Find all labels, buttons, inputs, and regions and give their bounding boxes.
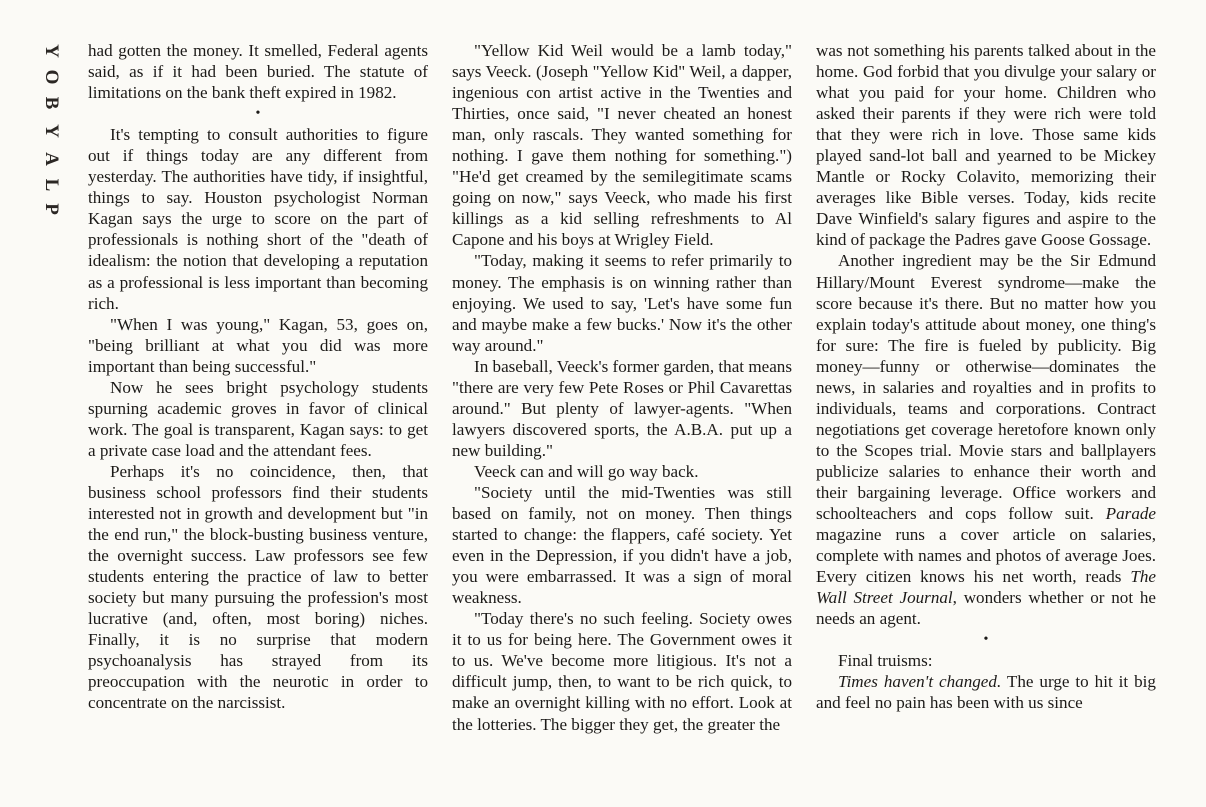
text-column-3 <box>816 40 1156 714</box>
paragraph: Now he sees bright psychology students spurning academic groves in favor of clinical work. The goal is transparent, Kagan says: to get a private case load and the attendant fees. <box>88 377 428 460</box>
section-bullet: • <box>983 632 989 648</box>
paragraph: "When I was young," Kagan, 53, goes on, "being brilliant at what you did was more important than being successful." <box>88 314 428 376</box>
paragraph <box>816 671 1156 713</box>
publication-title: Parade <box>1105 504 1156 524</box>
logo-letter: P <box>41 203 62 215</box>
paragraph: had gotten the money. It smelled, Federal agents said, as if it had been buried. The statute of limitations on the bank theft expired in 1982. <box>88 41 428 103</box>
text-column-2 <box>452 40 792 735</box>
paragraph: It's tempting to consult authorities to figure out if things today are any different from yesterday. The authorities have tidy, if insightful, things to say. Houston psychologist Norman Kagan says the urge to score on the part of professionals is nothing short of the "death of idealism: the notion that developing a reputation as a professional is less important than becoming rich. <box>88 125 428 313</box>
paragraph: Veeck can and will go way back. <box>474 461 699 481</box>
paragraph: was not something his parents talked about in the home. God forbid that you divulge your salary or what you paid for your home. Children who asked their parents if they were rich were told that they were rich in love. Those same kids played sand-lot ball and yearned to be Mickey Mantle or Rocky Colavito, memorizing their averages like Bible verses. Today, kids recite Dave Winfield's salary figures and aspire to the kind of package the Padres gave Goose Gossage. <box>816 41 1156 250</box>
logo-letter: L <box>41 178 62 192</box>
paragraph: Final truisms: <box>838 651 933 671</box>
logo-letter: Y <box>41 44 62 58</box>
italic-heading: Times haven't changed. <box>838 672 1002 692</box>
logo-letter: A <box>41 152 62 166</box>
paragraph-text: Another ingredient may be the Sir Edmund Hillary/Mount Everest syndrome—make the score because it's there. But no matter how you explain today's attitude about money, one thing's for sure: The fire is fueled by publicity. Big money—funny or otherwise—dominates the news, in salaries and royalties and in profits to individuals, teams and corporations. Contract negotiations get coverage heretofore known only to the Scopes trial. Movie stars and ballplayers publicize salaries to enhance their worth and their bargaining leverage. Office workers and schoolteachers and cops follow suit. <box>816 251 1156 524</box>
text-column-1 <box>88 40 428 714</box>
paragraph <box>816 250 1156 629</box>
paragraph: Perhaps it's no coincidence, then, that business school professors find their students interested not in growth and development but "in the end run," the block-busting business venture, the overnight success. Law professors see few students entering the practice of law to better society but many pursuing the profession's most lucrative (and, often, most boring) niches. Finally, it is no surprise that modern psychoanalysis has strayed from its preoccupation with the neurotic in order to concentrate on the narcissist. <box>88 461 428 713</box>
logo-letter: O <box>41 69 62 85</box>
paragraph: "Today there's no such feeling. Society owes it to us for being here. The Government owes it to us. We've become more litigious. It's not a difficult jump, then, to want to be rich quick, to make an overnight killing with no effort. Look at the lotteries. The bigger they get, the greater the <box>452 609 792 734</box>
paragraph-text: magazine runs a cover article on salaries, complete with names and photos of average Joes. Every citizen knows his net worth, reads <box>816 525 1156 587</box>
magazine-logo <box>36 40 72 280</box>
logo-letter: B <box>41 96 62 110</box>
paragraph: "Today, making it seems to refer primarily to money. The emphasis is on winning rather than enjoying. We used to say, 'Let's have some fun and maybe make a few bucks.' Now it's the other way around." <box>452 251 792 355</box>
paragraph: "Society until the mid-Twenties was still based on family, not on money. Then things started to change: the flappers, café society. Yet even in the Depression, if you didn't have a job, you were embarrassed. It was a sign of moral weakness. <box>452 482 792 608</box>
paragraph-text: The urge to hit it big and feel no pain has been with us since <box>816 672 1156 713</box>
section-bullet: • <box>255 106 261 122</box>
logo-letter: Y <box>41 124 62 138</box>
paragraph: In baseball, Veeck's former garden, that means "there are very few Pete Roses or Phil Cavarettas around." But plenty of lawyer-agents. "When lawyers discovered sports, the A.B.A. put up a new building." <box>452 356 792 460</box>
paragraph-text: , wonders whether or not he needs an agent. <box>816 588 1156 629</box>
publication-title: The Wall Street Journal <box>816 567 1156 608</box>
paragraph: "Yellow Kid Weil would be a lamb today," says Veeck. (Joseph "Yellow Kid" Weil, a dapper, ingenious con artist active in the Twenties and Thirties, once said, "I never cheated an honest man, only rascals. They wanted something for nothing. I gave them nothing for something.") "He'd get creamed by the semilegitimate scams going on now," says Veeck, who made his first killings as a kid selling refreshments to Al Capone and his boys at Wrigley Field. <box>452 41 792 250</box>
